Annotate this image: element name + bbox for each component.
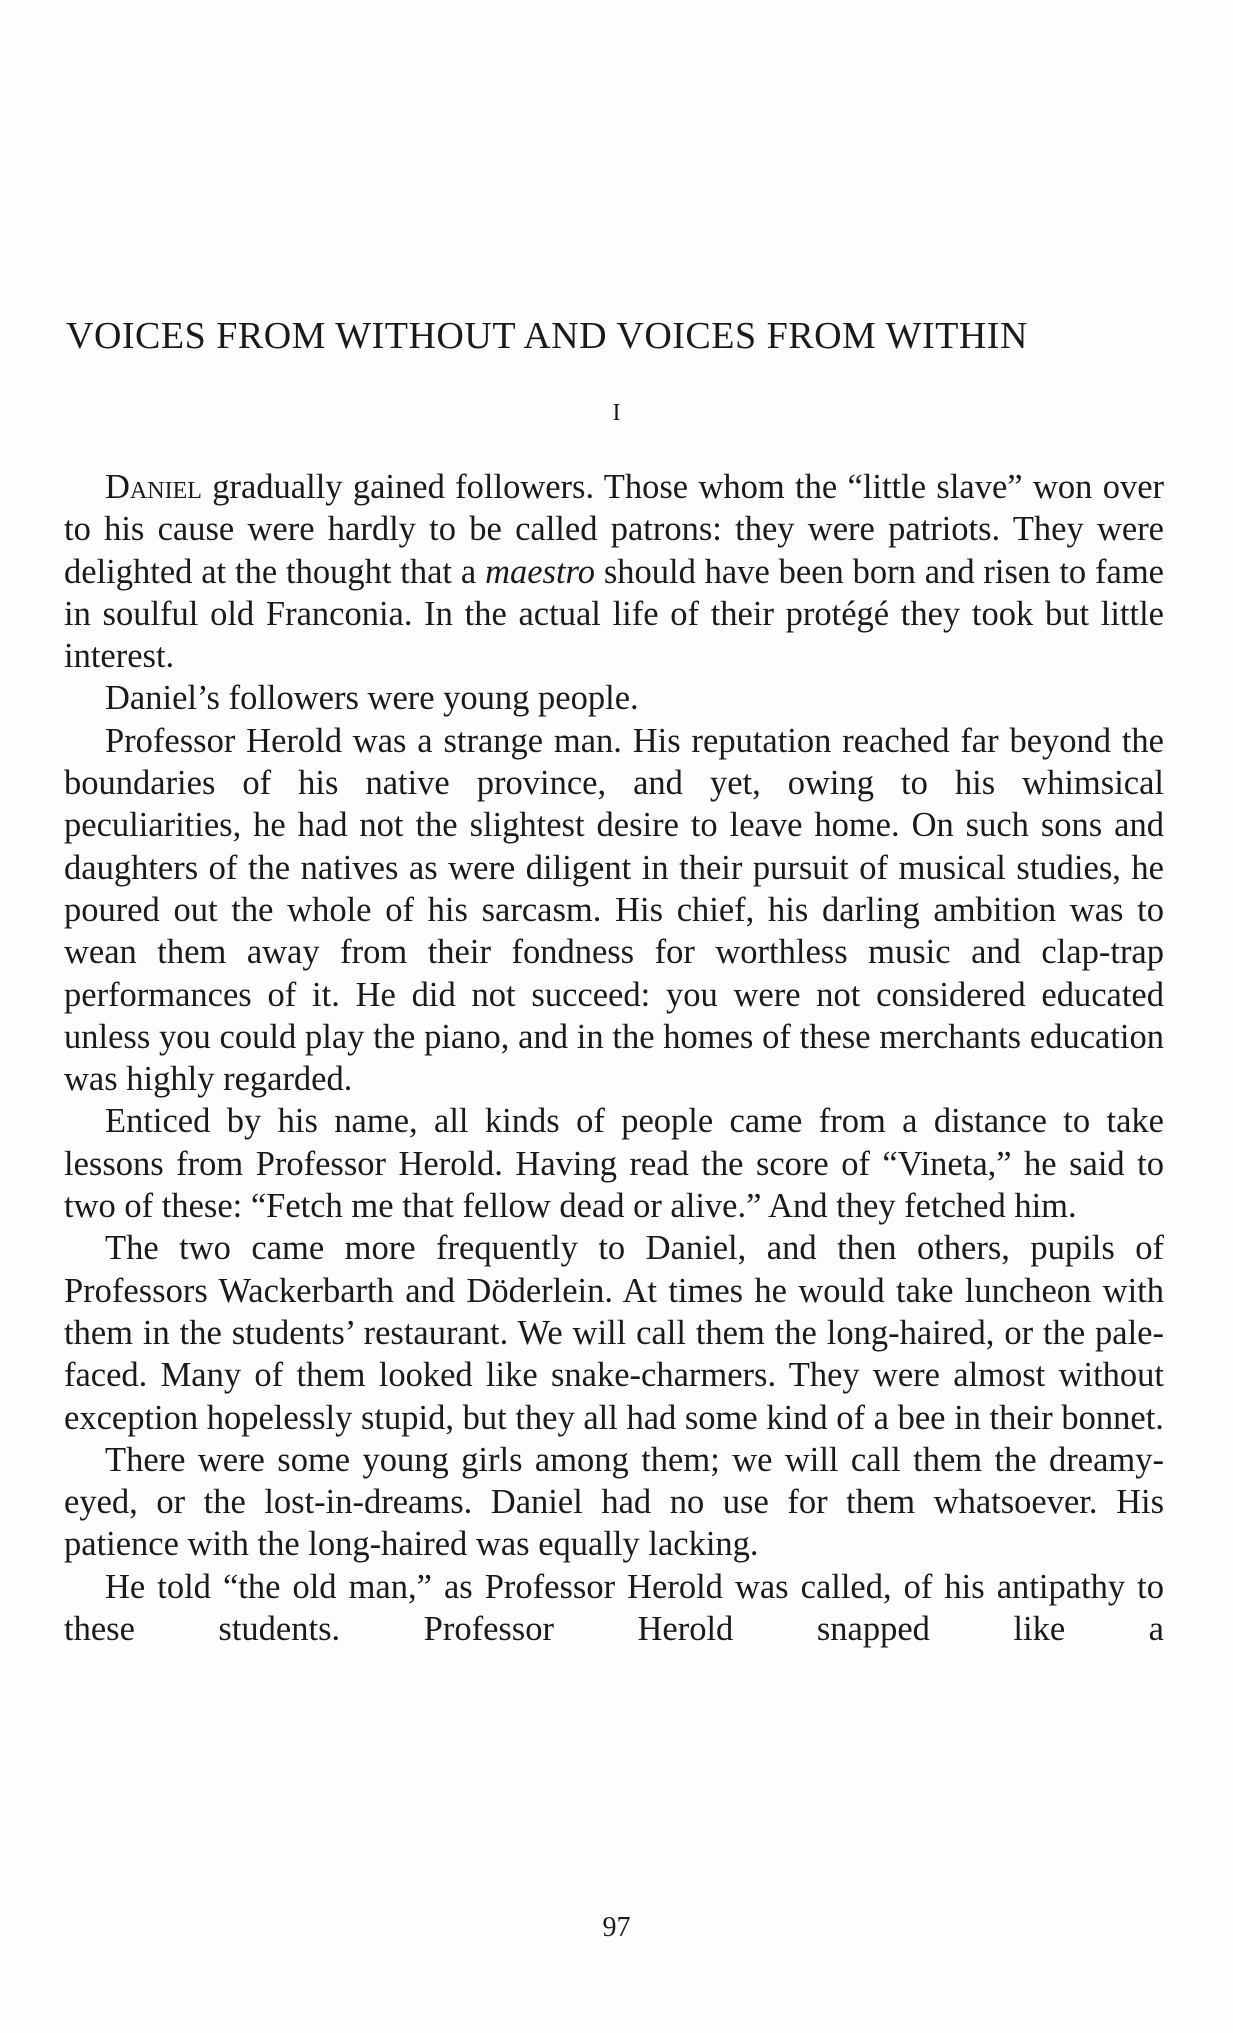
page-number: 97 xyxy=(602,1912,631,1943)
paragraph: He told “the old man,” as Professor Herold was called, of his antipathy to these students. Professor Herold snapped like a xyxy=(64,1567,1164,1649)
chapter-title: VOICES FROM WITHOUT AND VOICES FROM WITHIN xyxy=(66,315,1028,357)
paragraph: There were some young girls among them; we will call them the dreamy-eyed, or the lost-in-dreams. Daniel had no use for them whatsoever. His patience with the long-haired was equally lacking. xyxy=(64,1440,1164,1564)
body-text xyxy=(64,466,1164,1650)
paragraph-lead-word: Daniel xyxy=(105,468,202,506)
paragraph: Professor Herold was a strange man. His reputation reached far beyond the boundaries of his native province, and yet, owing to his whimsical peculiarities, he had not the slightest desire to leave home. On such sons and daughters of the natives as were diligent in their pursuit of musical studies, he poured out the whole of his sarcasm. His chief, his darling ambition was to wean them away from their fondness for worthless music and clap-trap performances of it. He did not succeed: you were not considered educated unless you could play the piano, and in the homes of these merchants education was highly regarded. xyxy=(64,721,1164,1099)
paragraph xyxy=(64,466,1164,677)
paragraph-text: gradually gained followers. Those whom the “little slave” won over to his cause were hardly to be called patrons: they were patriots. They were delighted at the thought that a xyxy=(64,468,1164,591)
paragraph: The two came more frequently to Daniel, and then others, pupils of Professors Wackerbarth and Döderlein. At times he would take luncheon with them in the students’ restaurant. We will call them the long-haired, or the pale-faced. Many of them looked like snake-charmers. They were almost without exception hopelessly stupid, but they all had some kind of a bee in their bonnet. xyxy=(64,1229,1164,1437)
paragraph: Enticed by his name, all kinds of people came from a distance to take lessons from Professor Herold. Having read the score of “Vineta,” he said to two of these: “Fetch me that fellow dead or alive.” And they fetched him. xyxy=(64,1102,1164,1226)
paragraph: Daniel’s followers were young people. xyxy=(105,679,639,718)
emphasized-word: maestro xyxy=(485,552,595,591)
section-number: I xyxy=(612,400,621,426)
paragraph-text: should have been born and risen to fame in soulful old Franconia. In the actual life of their protégé they took but little interest. xyxy=(64,552,1164,676)
